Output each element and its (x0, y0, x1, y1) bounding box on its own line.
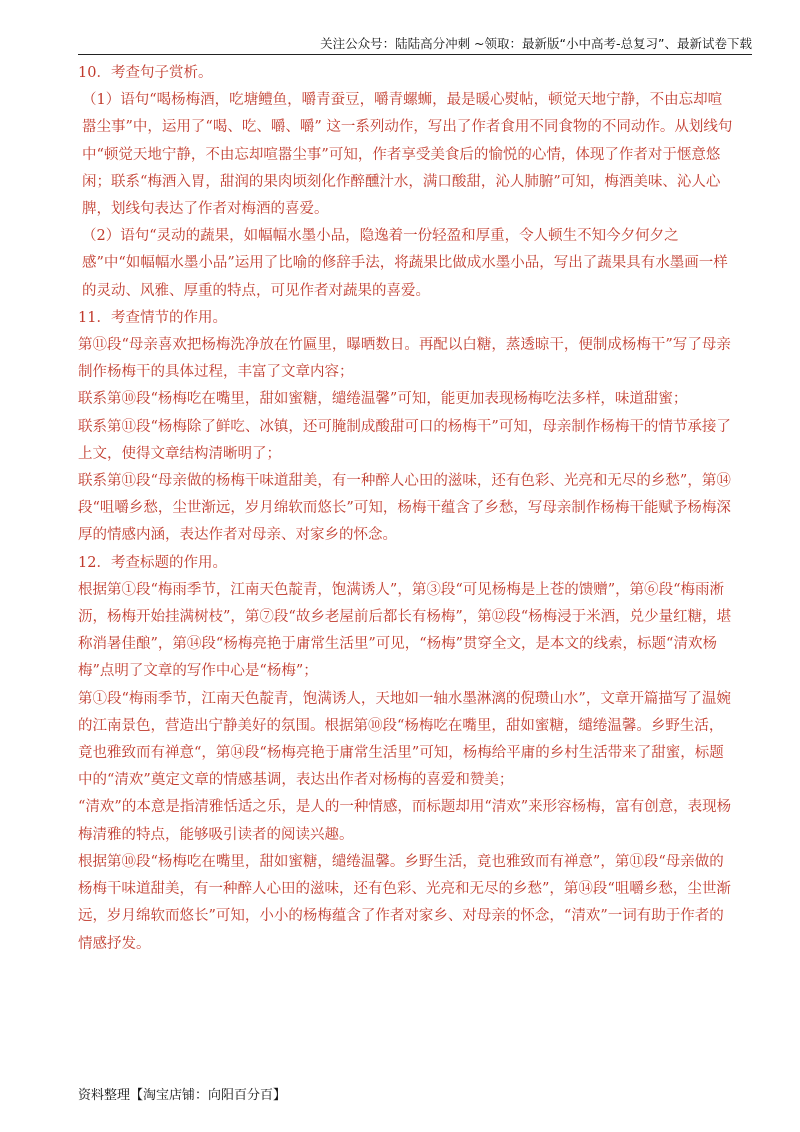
question-10-part-1: （1）语句“喝杨梅酒，吃塘鳢鱼，嚼青蚕豆，嚼青螺蛳，最是暖心熨帖，顿觉天地宁静，不由忘却喧嚣尘事”中，运用了“喝、吃、嚼、嚼” 这一系列动作，写出了作者食用不同食物的不同动作。从划线句中“顿觉天地宁静，不由忘却喧嚣尘事”可知，作者享受美食后的愉悦的心情，体现了作者对于惬意悠闲；联系“梅酒入胃，甜润的果肉顷刻化作醉醺汁水，满口酸甜，沁人肺腑”可知，梅酒美味、沁人心脾，划线句表达了作者对梅酒的喜爱。 (82, 92, 733, 218)
question-11-paragraph-2: 联系第⑩段“杨梅吃在嘴里，甜如蜜糖，缱绻温馨”可知，能更加表现杨梅吃法多样，味道甜蜜； (78, 391, 688, 408)
footer-text: 资料整理【淘宝店铺：向阳百分百】 (78, 1088, 287, 1103)
question-10-heading: 10．考查句子赏析。 (78, 65, 213, 81)
question-12-paragraph-4: 根据第⑩段“杨梅吃在嘴里，甜如蜜糖，缱绻温馨。乡野生活，竟也雅致而有禅意”，第⑪段“母亲做的杨梅干味道甜美，有一种醉人心田的滋味，还有色彩、光亮和无尽的乡愁”，第⑭段“咀嚼乡愁，尘世渐远，岁月绵软而悠长”可知，小小的杨梅蕴含了作者对家乡、对母亲的怀念，“清欢”一词有助于作者的情感抒发。 (78, 853, 731, 952)
question-11-paragraph-3: 联系第⑪段“杨梅除了鲜吃、冰镇，还可腌制成酸甜可口的杨梅干”可知，母亲制作杨梅干的情节承接了上文，使得文章结构清晰明了； (78, 418, 731, 462)
question-11-paragraph-1: 第⑪段“母亲喜欢把杨梅洗净放在竹匾里，曝晒数日。再配以白糖，蒸透晾干，便制成杨梅干”写了母亲制作杨梅干的具体过程，丰富了文章内容； (78, 337, 731, 381)
question-12-paragraph-2: 第①段“梅雨季节，江南天色靛青，饱满诱人，天地如一轴水墨淋漓的倪瓒山水”，文章开篇描写了温婉的江南景色，营造出宁静美好的氛围。根据第⑩段“杨梅吃在嘴里，甜如蜜糖，缱绻温馨。乡野生活，竟也雅致而有禅意“，第⑭段“杨梅亮艳于庸常生活里”可知，杨梅给平庸的乡村生活带来了甜蜜，标题中的“清欢”奠定文章的情感基调，表达出作者对杨梅的喜爱和赞美； (78, 690, 731, 789)
page-header (78, 36, 752, 55)
question-12-heading: 12．考查标题的作用。 (78, 554, 227, 571)
question-10-part-2: （2）语句“灵动的蔬果，如幅幅水墨小品，隐逸着一份轻盈和厚重，令人顿生不知今夕何夕之感”中“如幅幅水墨小品”运用了比喻的修辞手法，将蔬果比做成水墨小品，写出了蔬果具有水墨画一样的灵动、风雅、厚重的特点，可见作者对蔬果的喜爱。 (82, 228, 728, 299)
question-12-paragraph-3: “清欢”的本意是指清雅恬适之乐，是人的一种情感，而标题却用“清欢”来形容杨梅，富有创意，表现杨梅清雅的特点，能够吸引读者的阅读兴趣。 (78, 799, 732, 843)
answer-content (78, 60, 736, 958)
page-footer (78, 1084, 286, 1103)
question-11-heading: 11．考查情节的作用。 (78, 309, 227, 326)
question-11-paragraph-4: 联系第⑪段“母亲做的杨梅干味道甜美，有一种醉人心田的滋味，还有色彩、光亮和无尽的乡愁”，第⑭段“咀嚼乡愁，尘世渐远，岁月绵软而悠长”可知，杨梅干蕴含了乡愁，写母亲制作杨梅干能赋予杨梅深厚的情感内涵，表达作者对母亲、对家乡的怀念。 (78, 473, 731, 544)
header-text: 关注公众号：陆陆高分冲刺 ~领取：最新版“小中高考-总复习”、最新试卷下载 (320, 36, 752, 51)
question-12-paragraph-1: 根据第①段“梅雨季节，江南天色靛青，饱满诱人”，第③段“可见杨梅是上苍的馈赠”，第⑥段“梅雨淅沥，杨梅开始挂满树枝”，第⑦段“故乡老屋前后都长有杨梅”，第⑫段“杨梅浸于米酒，兑少量红糖，堪称消暑佳酿”，第⑭段“杨梅亮艳于庸常生活里”可见，“杨梅”贯穿全文，是本文的线索，标题“清欢杨梅”点明了文章的写作中心是“杨梅”； (78, 581, 732, 680)
